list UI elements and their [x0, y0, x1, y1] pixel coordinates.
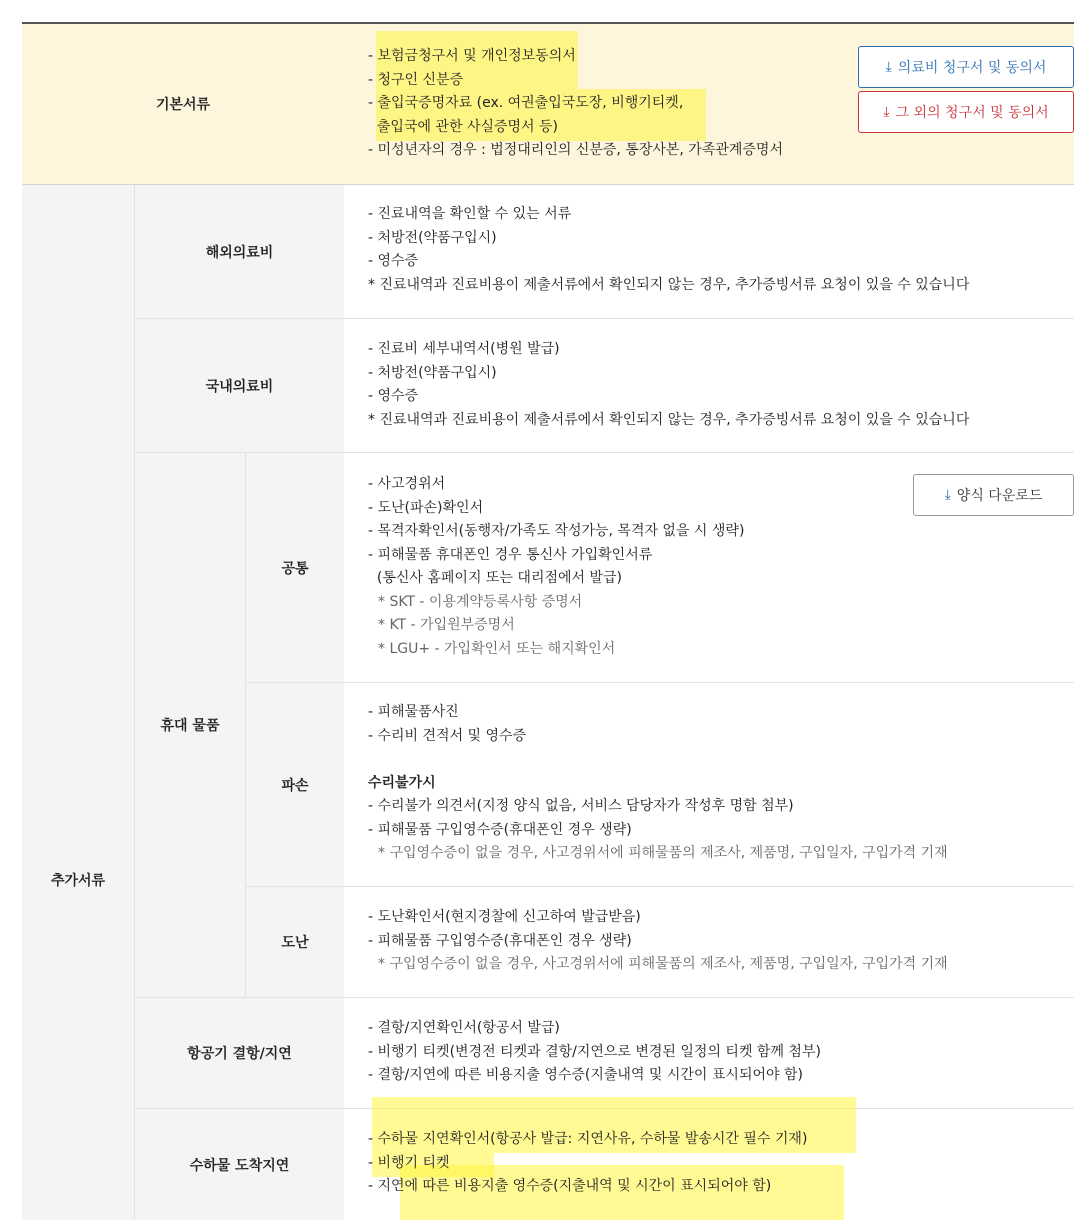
note-line: * SKT - 이용계약등록사항 증명서: [378, 593, 583, 610]
damage-header: 파손: [246, 683, 344, 886]
list-item: * 진료내역과 진료비용이 제출서류에서 확인되지 않는 경우, 추가증빙서류 요청이 있을 수 있습니다: [368, 411, 970, 428]
flight-delay-header: 항공기 결항/지연: [135, 998, 344, 1108]
basic-docs-list: [344, 45, 844, 163]
flight-delay-list: [344, 1017, 1074, 1088]
basic-docs-line: - 출입국증명자료 (ex. 여권출입국도장, 비행기티켓,: [368, 95, 684, 111]
list-item: - 수리비 견적서 및 영수증: [368, 727, 527, 744]
list-item: - 비행기 티켓: [368, 1154, 450, 1171]
overseas-medical-header: 해외의료비: [135, 185, 344, 318]
medical-form-download-button[interactable]: [858, 46, 1074, 88]
list-item: - 결항/지연에 따른 비용지출 영수증(지출내역 및 시간이 표시되어야 함): [368, 1067, 803, 1083]
list-item: * 진료내역과 진료비용이 제출서류에서 확인되지 않는 경우, 추가증빙서류 요청이 있을 수 있습니다: [368, 276, 970, 293]
list-item: - 피해물품사진: [368, 704, 459, 720]
theft-list: [344, 906, 1074, 977]
note-line: * 구입영수증이 없을 경우, 사고경위서에 피해물품의 제조사, 제품명, 구입일자, 구입가격 기재: [378, 956, 948, 972]
list-item: - 도난확인서(현지경찰에 신고하여 발급받음): [368, 909, 641, 925]
list-item: - 도난(파손)확인서: [368, 499, 484, 516]
form-download-button-label: 양식 다운로드: [956, 488, 1043, 504]
other-form-download-button[interactable]: [858, 91, 1074, 133]
list-item: - 사고경위서: [368, 476, 446, 492]
note-line: * 구입영수증이 없을 경우, 사고경위서에 피해물품의 제조사, 제품명, 구입일자, 구입가격 기재: [378, 845, 948, 861]
basic-docs-line: - 청구인 신분증: [368, 71, 464, 88]
list-item: - 지연에 따른 비용지출 영수증(지출내역 및 시간이 표시되어야 함): [368, 1178, 772, 1194]
form-download-button[interactable]: [913, 474, 1074, 516]
list-item: - 수리불가 의견서(지정 양식 없음, 서비스 담당자가 작성후 명함 첨부): [368, 798, 794, 814]
spacer: [368, 748, 1074, 772]
list-item: - 비행기 티켓(변경전 티켓과 결항/지연으로 변경된 일정의 티켓 함께 첨부): [368, 1043, 821, 1060]
common-header: 공통: [246, 453, 344, 682]
additional-docs-column: [22, 185, 134, 1220]
list-item: - 영수증: [368, 388, 419, 404]
domestic-medical-header: 국내의료비: [135, 319, 344, 452]
basic-docs-header: 기본서류: [155, 97, 211, 113]
damage-list: [344, 701, 1074, 866]
list-item: - 목격자확인서(동행자/가족도 작성가능, 목격자 없을 시 생략): [368, 523, 745, 539]
theft-header: 도난: [246, 887, 344, 997]
list-item: - 처방전(약품구입시): [368, 364, 497, 381]
domestic-medical-list: [344, 338, 1074, 432]
list-item: - 수하물 지연확인서(항공사 발급: 지연사유, 수하물 발송시간 필수 기재): [368, 1131, 808, 1147]
basic-docs-line: - 미성년자의 경우 : 법정대리인의 신분증, 통장사본, 가족관계증명서: [368, 142, 783, 158]
note-line: * KT - 가입원부증명서: [378, 617, 515, 633]
baggage-delay-list: [344, 1128, 1074, 1199]
list-item: (통신사 홈페이지 또는 대리점에서 발급): [368, 570, 623, 586]
baggage-delay-header: 수하물 도착지연: [135, 1109, 344, 1220]
repair-impossible-subheading: 수리불가시: [368, 774, 436, 791]
list-item: - 피해물품 구입영수증(휴대폰인 경우 생략): [368, 821, 632, 838]
basic-docs-line: - 보험금청구서 및 개인정보동의서: [368, 48, 576, 64]
list-item: - 결항/지연확인서(항공서 발급): [368, 1020, 560, 1036]
row-divider: [246, 682, 1074, 683]
overseas-medical-list: [344, 203, 1074, 297]
common-list: [344, 473, 904, 661]
list-item: - 피해물품 구입영수증(휴대폰인 경우 생략): [368, 932, 632, 949]
portable-items-header: 휴대 물품: [135, 453, 245, 997]
list-item: - 진료내역을 확인할 수 있는 서류: [368, 206, 572, 222]
list-item: - 진료비 세부내역서(병원 발급): [368, 341, 560, 357]
row-divider: [246, 886, 1074, 887]
download-arrow-icon: ⤓: [883, 104, 890, 120]
download-arrow-icon: ⤓: [944, 487, 951, 503]
list-item: - 영수증: [368, 253, 419, 269]
additional-docs-header: 추가서류: [50, 873, 106, 889]
list-item: - 처방전(약품구입시): [368, 229, 497, 246]
medical-form-button-label: 의료비 청구서 및 동의서: [897, 60, 1047, 76]
list-item: - 피해물품 휴대폰인 경우 통신사 가입확인서류: [368, 546, 653, 563]
download-arrow-icon: ⤓: [885, 59, 892, 75]
other-form-button-label: 그 외의 청구서 및 동의서: [895, 105, 1049, 121]
note-line: * LGU+ - 가입확인서 또는 해지확인서: [378, 640, 616, 657]
basic-docs-line: 출입국에 관한 사실증명서 등): [368, 118, 559, 135]
